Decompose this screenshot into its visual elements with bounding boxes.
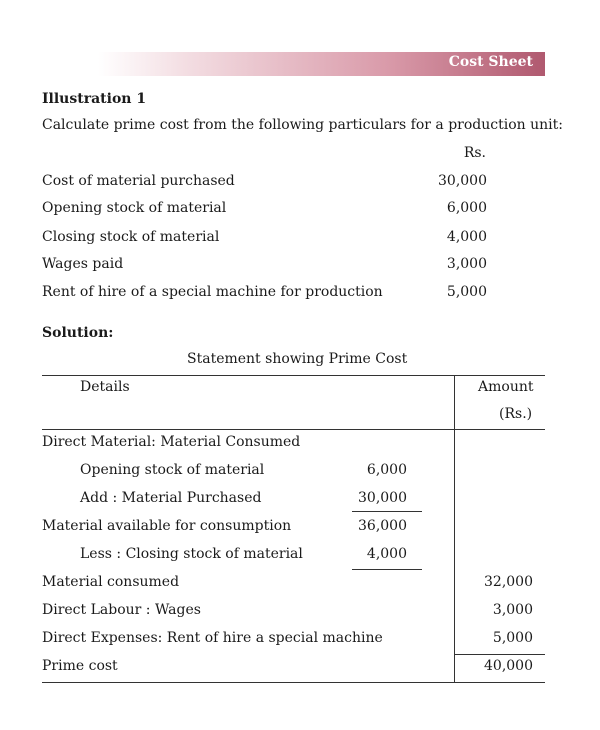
particular-label: Opening stock of material	[42, 200, 227, 216]
particular-label: Rent of hire of a special machine for production	[42, 284, 383, 300]
material-available-label: Material available for consumption	[42, 518, 292, 534]
total-rule	[454, 654, 545, 655]
subtotal-rule	[352, 569, 422, 570]
direct-labour-amount: 3,000	[492, 602, 533, 618]
prime-cost-label: Prime cost	[42, 658, 118, 674]
prime-cost-amount: 40,000	[484, 658, 533, 674]
particular-value: 4,000	[446, 229, 487, 245]
particular-value: 6,000	[446, 200, 487, 216]
direct-labour-label: Direct Labour : Wages	[42, 602, 201, 618]
material-purchased-label: Add : Material Purchased	[80, 490, 262, 506]
subtotal-rule	[352, 511, 422, 512]
opening-stock-value: 6,000	[366, 462, 407, 478]
material-purchased-value: 30,000	[358, 490, 407, 506]
illustration-prompt: Calculate prime cost from the following particulars for a production unit:	[42, 117, 563, 133]
particular-value: 30,000	[438, 173, 487, 189]
banner-title: Cost Sheet	[448, 54, 533, 70]
cost-sheet-banner	[98, 52, 545, 76]
particular-label: Closing stock of material	[42, 229, 220, 245]
amount-header: Amount	[478, 379, 534, 395]
unit-header: Rs.	[463, 145, 486, 161]
direct-expenses-amount: 5,000	[492, 630, 533, 646]
illustration-heading: Illustration 1	[42, 91, 147, 107]
table-top-rule	[42, 375, 545, 376]
closing-stock-value: 4,000	[366, 546, 407, 562]
table-bottom-rule	[42, 682, 545, 683]
direct-expenses-label: Direct Expenses: Rent of hire a special machine	[42, 630, 383, 646]
direct-material-label: Direct Material: Material Consumed	[42, 434, 301, 450]
amount-unit-header: (Rs.)	[499, 406, 533, 422]
solution-heading: Solution:	[42, 325, 114, 341]
particular-value: 5,000	[446, 284, 487, 300]
material-consumed-amount: 32,000	[484, 574, 533, 590]
particular-label: Cost of material purchased	[42, 173, 235, 189]
statement-title: Statement showing Prime Cost	[187, 351, 408, 367]
amount-column-divider	[454, 375, 455, 682]
material-available-value: 36,000	[358, 518, 407, 534]
closing-stock-label: Less : Closing stock of material	[80, 546, 303, 562]
details-header: Details	[80, 379, 130, 395]
material-consumed-label: Material consumed	[42, 574, 180, 590]
particular-label: Wages paid	[42, 256, 124, 272]
particular-value: 3,000	[446, 256, 487, 272]
table-header-rule	[42, 429, 545, 430]
opening-stock-label: Opening stock of material	[80, 462, 265, 478]
